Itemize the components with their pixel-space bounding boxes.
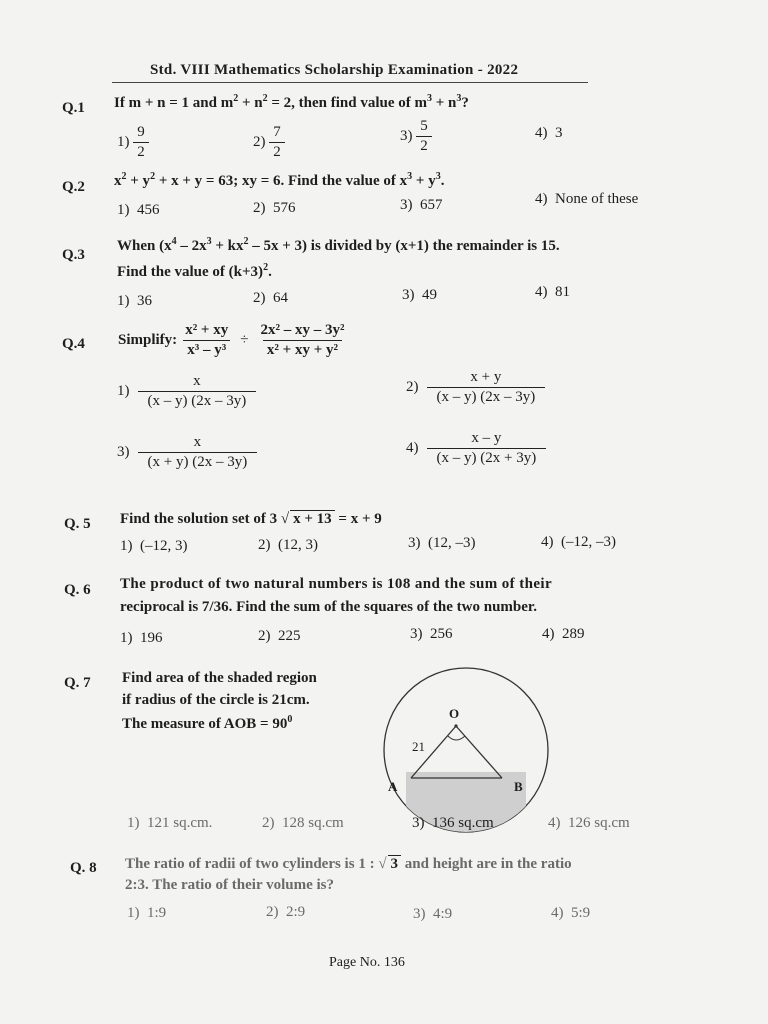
option-4[interactable]: 4) 5:9 (551, 905, 591, 921)
question-text-line2: reciprocal is 7/36. Find the sum of the squares of the two number. (120, 599, 537, 615)
option-4[interactable]: 4) $\frac{x - y}{(x - y) (2x + 3y)}$ (406, 430, 546, 467)
option-2[interactable]: 2) 128 sq.cm (262, 815, 344, 831)
label-o: O (449, 706, 460, 721)
label-radius: 21 (412, 739, 425, 754)
option-1[interactable]: 1) (–12, 3) (120, 538, 188, 554)
option-1[interactable]: 1) 1:9 (127, 905, 167, 921)
question-number: Q. 7 (64, 675, 91, 691)
option-3[interactable]: 3) 136 sq.cm (412, 815, 494, 831)
question-text: If m + n = 1 and $m^2 + n^2 = 2$, then find value of $m^3 + n^3$? (114, 93, 469, 111)
question-text: The ratio of radii of two cylinders is 1 : √ 3 and height are in the ratio (125, 856, 572, 872)
page-number: Page No. 136 (329, 955, 405, 970)
option-2[interactable]: 2) 576 (253, 200, 296, 216)
label-b: B (514, 779, 523, 794)
question-text-line2: Find the value of $(k+3)^2$. (117, 262, 272, 280)
option-1[interactable]: 1) $\frac{9}{2}$ (117, 124, 149, 161)
question-text-line2: 2:3. The ratio of their volume is? (125, 877, 335, 893)
option-1[interactable]: 1) 196 (120, 630, 163, 646)
option-4[interactable]: 4) 3 (535, 125, 563, 141)
option-4[interactable]: 4) 126 sq.cm (548, 815, 630, 831)
question-text: $x^2 + y^2 + x + y = 63$; xy = 6. Find the value of $x^3 + y^3$. (114, 171, 445, 189)
circle-figure (376, 660, 556, 840)
header-rule (112, 82, 588, 83)
question-number: Q. 5 (64, 516, 91, 532)
option-4[interactable]: 4) 81 (535, 284, 570, 300)
page-header: Std. VIII Mathematics Scholarship Examination - 2022 (150, 62, 519, 78)
option-2[interactable]: 2) $\frac{7}{2}$ (253, 124, 285, 161)
option-2[interactable]: 2) 225 (258, 628, 301, 644)
option-3[interactable]: 3) $\frac{5}{2}$ (400, 118, 432, 155)
question-number: Q.2 (62, 179, 85, 195)
option-2[interactable]: 2) $\frac{x + y}{(x - y) (2x - 3y)}$ (406, 369, 545, 406)
question-text: Find the solution set of 3 √ x + 13 = x + 9 (120, 511, 382, 527)
option-2[interactable]: 2) 64 (253, 290, 288, 306)
question-text-line3: The measure of AOB = $90^0$ (122, 714, 293, 732)
question-text: Find area of the shaded region (122, 670, 317, 686)
question-text-line2: if radius of the circle is 21cm. (122, 692, 310, 708)
option-1[interactable]: 1) 36 (117, 293, 152, 309)
option-3[interactable]: 3) (12, –3) (408, 535, 476, 551)
question-number: Q.1 (62, 100, 85, 116)
option-4[interactable]: 4) 289 (542, 626, 585, 642)
question-number: Q.3 (62, 247, 85, 263)
option-3[interactable]: 3) $\frac{x}{(x + y) (2x - 3y)}$ (117, 434, 257, 471)
option-3[interactable]: 3) 49 (402, 287, 437, 303)
label-a: A (388, 779, 398, 794)
option-1[interactable]: 1) $\frac{x}{(x - y) (2x - 3y)}$ (117, 373, 256, 410)
option-4[interactable]: 4) (–12, –3) (541, 534, 616, 550)
question-number: Q. 8 (70, 860, 97, 876)
center-point (454, 724, 457, 727)
radius-ob (456, 726, 502, 778)
option-3[interactable]: 3) 4:9 (413, 906, 453, 922)
option-2[interactable]: 2) 2:9 (266, 904, 306, 920)
option-4[interactable]: 4) None of these (535, 191, 639, 207)
question-number: Q.4 (62, 336, 85, 352)
question-text: The product of two natural numbers is 108 and the sum of their (120, 576, 553, 592)
option-1[interactable]: 1) 456 (117, 202, 160, 218)
angle-arc (448, 736, 465, 740)
question-text: When $(x^4 - 2x^3 + kx^2 - 5x + 3)$ is divided by (x+1) the remainder is 15. (117, 236, 560, 254)
option-3[interactable]: 3) 657 (400, 197, 443, 213)
question-text: Simplify: $\frac{\text{x² + xy}}{\text{x³ – y³}}$ ÷ $\frac{\text{2x² – xy – 3y²}}{\text{x² + xy + y²}}$ (118, 322, 345, 358)
question-number: Q. 6 (64, 582, 91, 598)
option-3[interactable]: 3) 256 (410, 626, 453, 642)
option-2[interactable]: 2) (12, 3) (258, 537, 318, 553)
option-1[interactable]: 1) 121 sq.cm. (127, 815, 213, 831)
